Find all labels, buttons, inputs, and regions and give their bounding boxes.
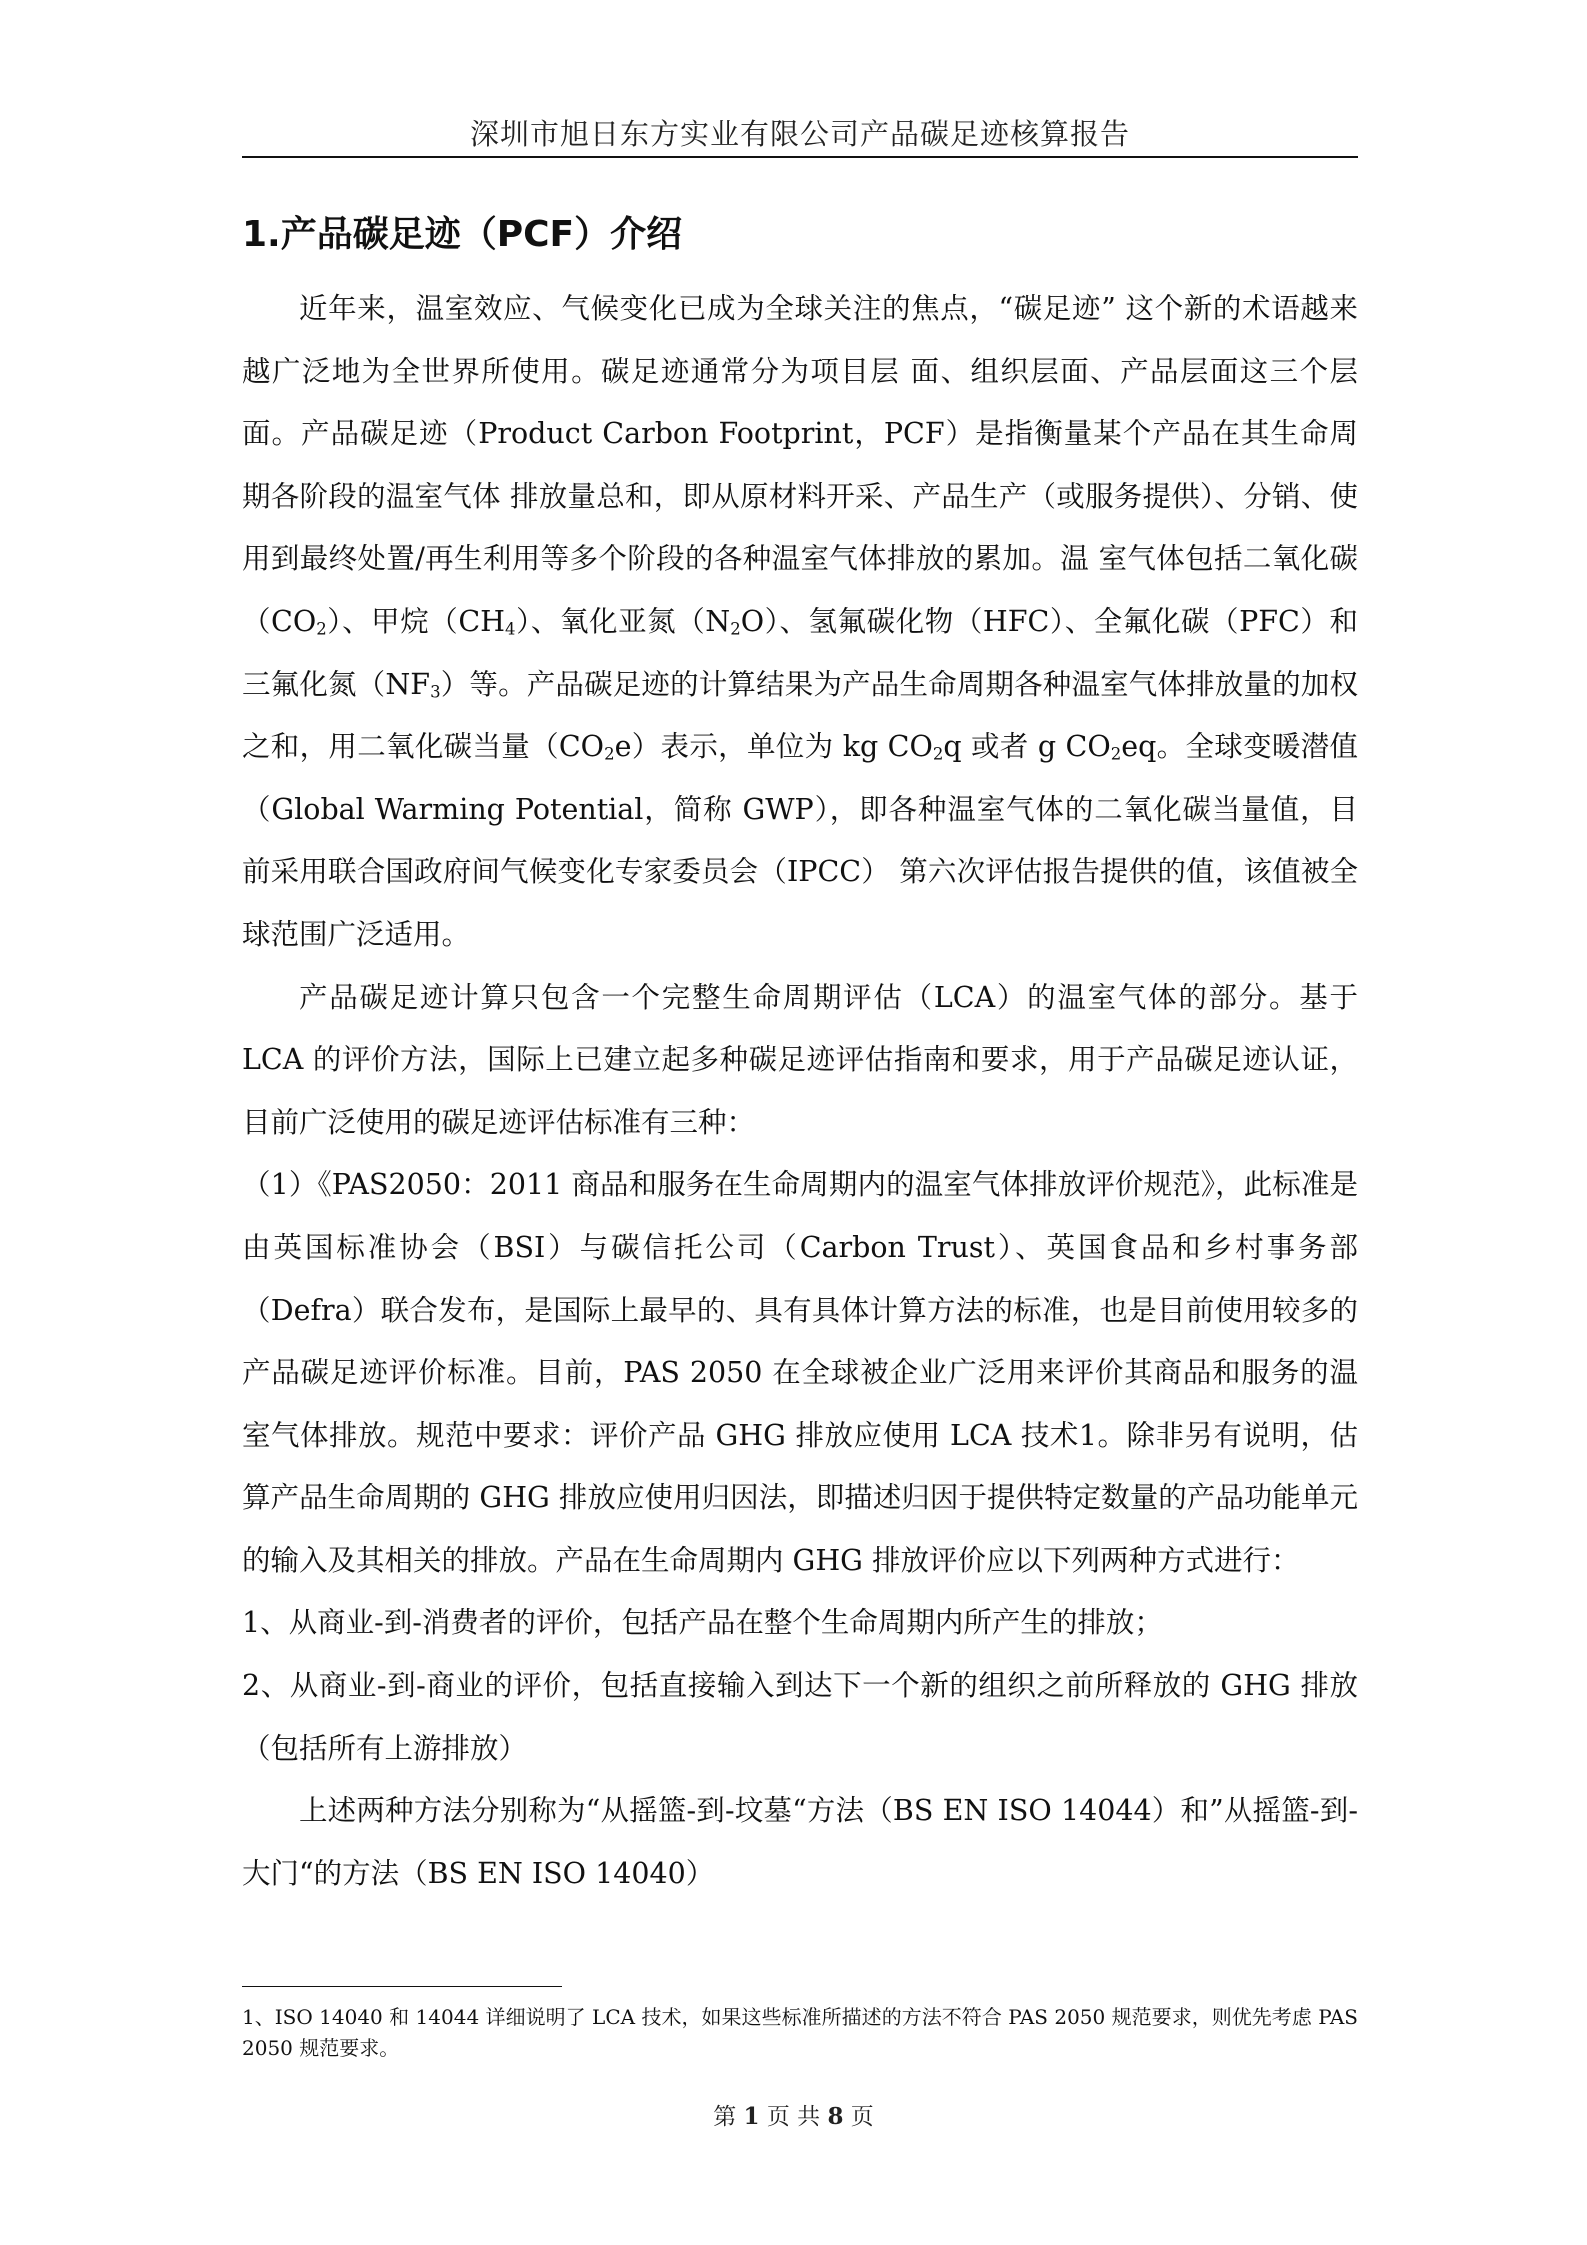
paragraph-lca-standards: 产品碳足迹计算只包含一个完整生命周期评估（LCA）的温室气体的部分。基于 LCA 的评价方法，国际上已建立起多种碳足迹评估指南和要求，用于产品碳足迹认证，目前广泛使用的碳足迹评估标准有三种： (242, 980, 1358, 1139)
header-rule (242, 156, 1358, 158)
footnote: 1、ISO 14040 和 14044 详细说明了 LCA 技术，如果这些标准所描述的方法不符合 PAS 2050 规范要求，则优先考虑 PAS 2050 规范要求。 (242, 2005, 1358, 2060)
list-item-b2b: 2、从商业-到-商业的评价，包括直接输入到达下一个新的组织之前所释放的 GHG 排放（包括所有上游排放） (242, 1669, 1358, 1765)
page-footer: 第 1 页 共 8 页 (713, 2103, 874, 2130)
footnote-rule (242, 1986, 562, 1987)
section-title: 1.产品碳足迹（PCF）介绍 (242, 214, 683, 255)
paragraph-methods: 上述两种方法分别称为“从摇篮-到-坟墓“方法（BS EN ISO 14044）和”从摇篮-到-大门“的方法（BS EN ISO 14040） (242, 1794, 1358, 1890)
main-content (242, 206, 1358, 1905)
running-header: 深圳市旭日东方实业有限公司产品碳足迹核算报告 (469, 117, 1130, 151)
paragraph-pcf-definition: 近年来，温室效应、气候变化已成为全球关注的焦点，“碳足迹” 这个新的术语越来越广泛地为全世界所使用。碳足迹通常分为项目层 面、组织层面、产品层面这三个层面。产品碳足迹（Product Carbon Footprint，PCF）是指衡量某个产品在其生命周期各阶段的温室气体 排放量总和，即从原材料开采、产品生产（或服务提供）、分销、使 用到最终处置/再生利用等多个阶段的各种温室气体排放的累加。温 室气体包括二氧化碳$(CO_2)$、甲烷$(CH_4)$、氧化亚氮$(N_2O)$、氢氟碳化物（HFC）、全氟化碳（PFC）和三氟化氮$(NF_3)$等。产品碳足迹的计算结果为产品生命周期各种温室气体排放量的加权之和，用二氧化碳当量$(CO_2e)$表示，单位为 kg $CO_2q$ 或者 g $CO_2eq$。全球变暖潜值（Global Warming Potential，简称 GWP），即各种温室气体的二氧化碳当量值，目前采用联合国政府间气候变化专家委员会（IPCC） 第六次评估报告提供的值，该值被全球范围广泛适用。 (242, 292, 1358, 951)
page-total: 8 (827, 2103, 844, 2130)
page-number: 1 (743, 2103, 760, 2130)
paragraph-pas2050: （1）《PAS2050：2011 商品和服务在生命周期内的温室气体排放评价规范》，此标准是由英国标准协会（BSI）与碳信托公司（Carbon Trust）、英国食品和乡村事务部（Defra）联合发布，是国际上最早的、具有具体计算方法的标准，也是目前使用较多的产品碳足迹评价标准。目前，PAS 2050 在全球被企业广泛用来评价其商品和服务的温室气体排放。规范中要求：评价产品 GHG 排放应使用 LCA 技术1。除非另有说明，估算产品生命周期的 GHG 排放应使用归因法，即描述归因于提供特定数量的产品功能单元的输入及其相关的排放。产品在生命周期内 GHG 排放评价应以下列两种方式进行： (242, 1168, 1358, 1577)
list-item-b2c: 1、从商业-到-消费者的评价，包括产品在整个生命周期内所产生的排放； (242, 1606, 1163, 1640)
